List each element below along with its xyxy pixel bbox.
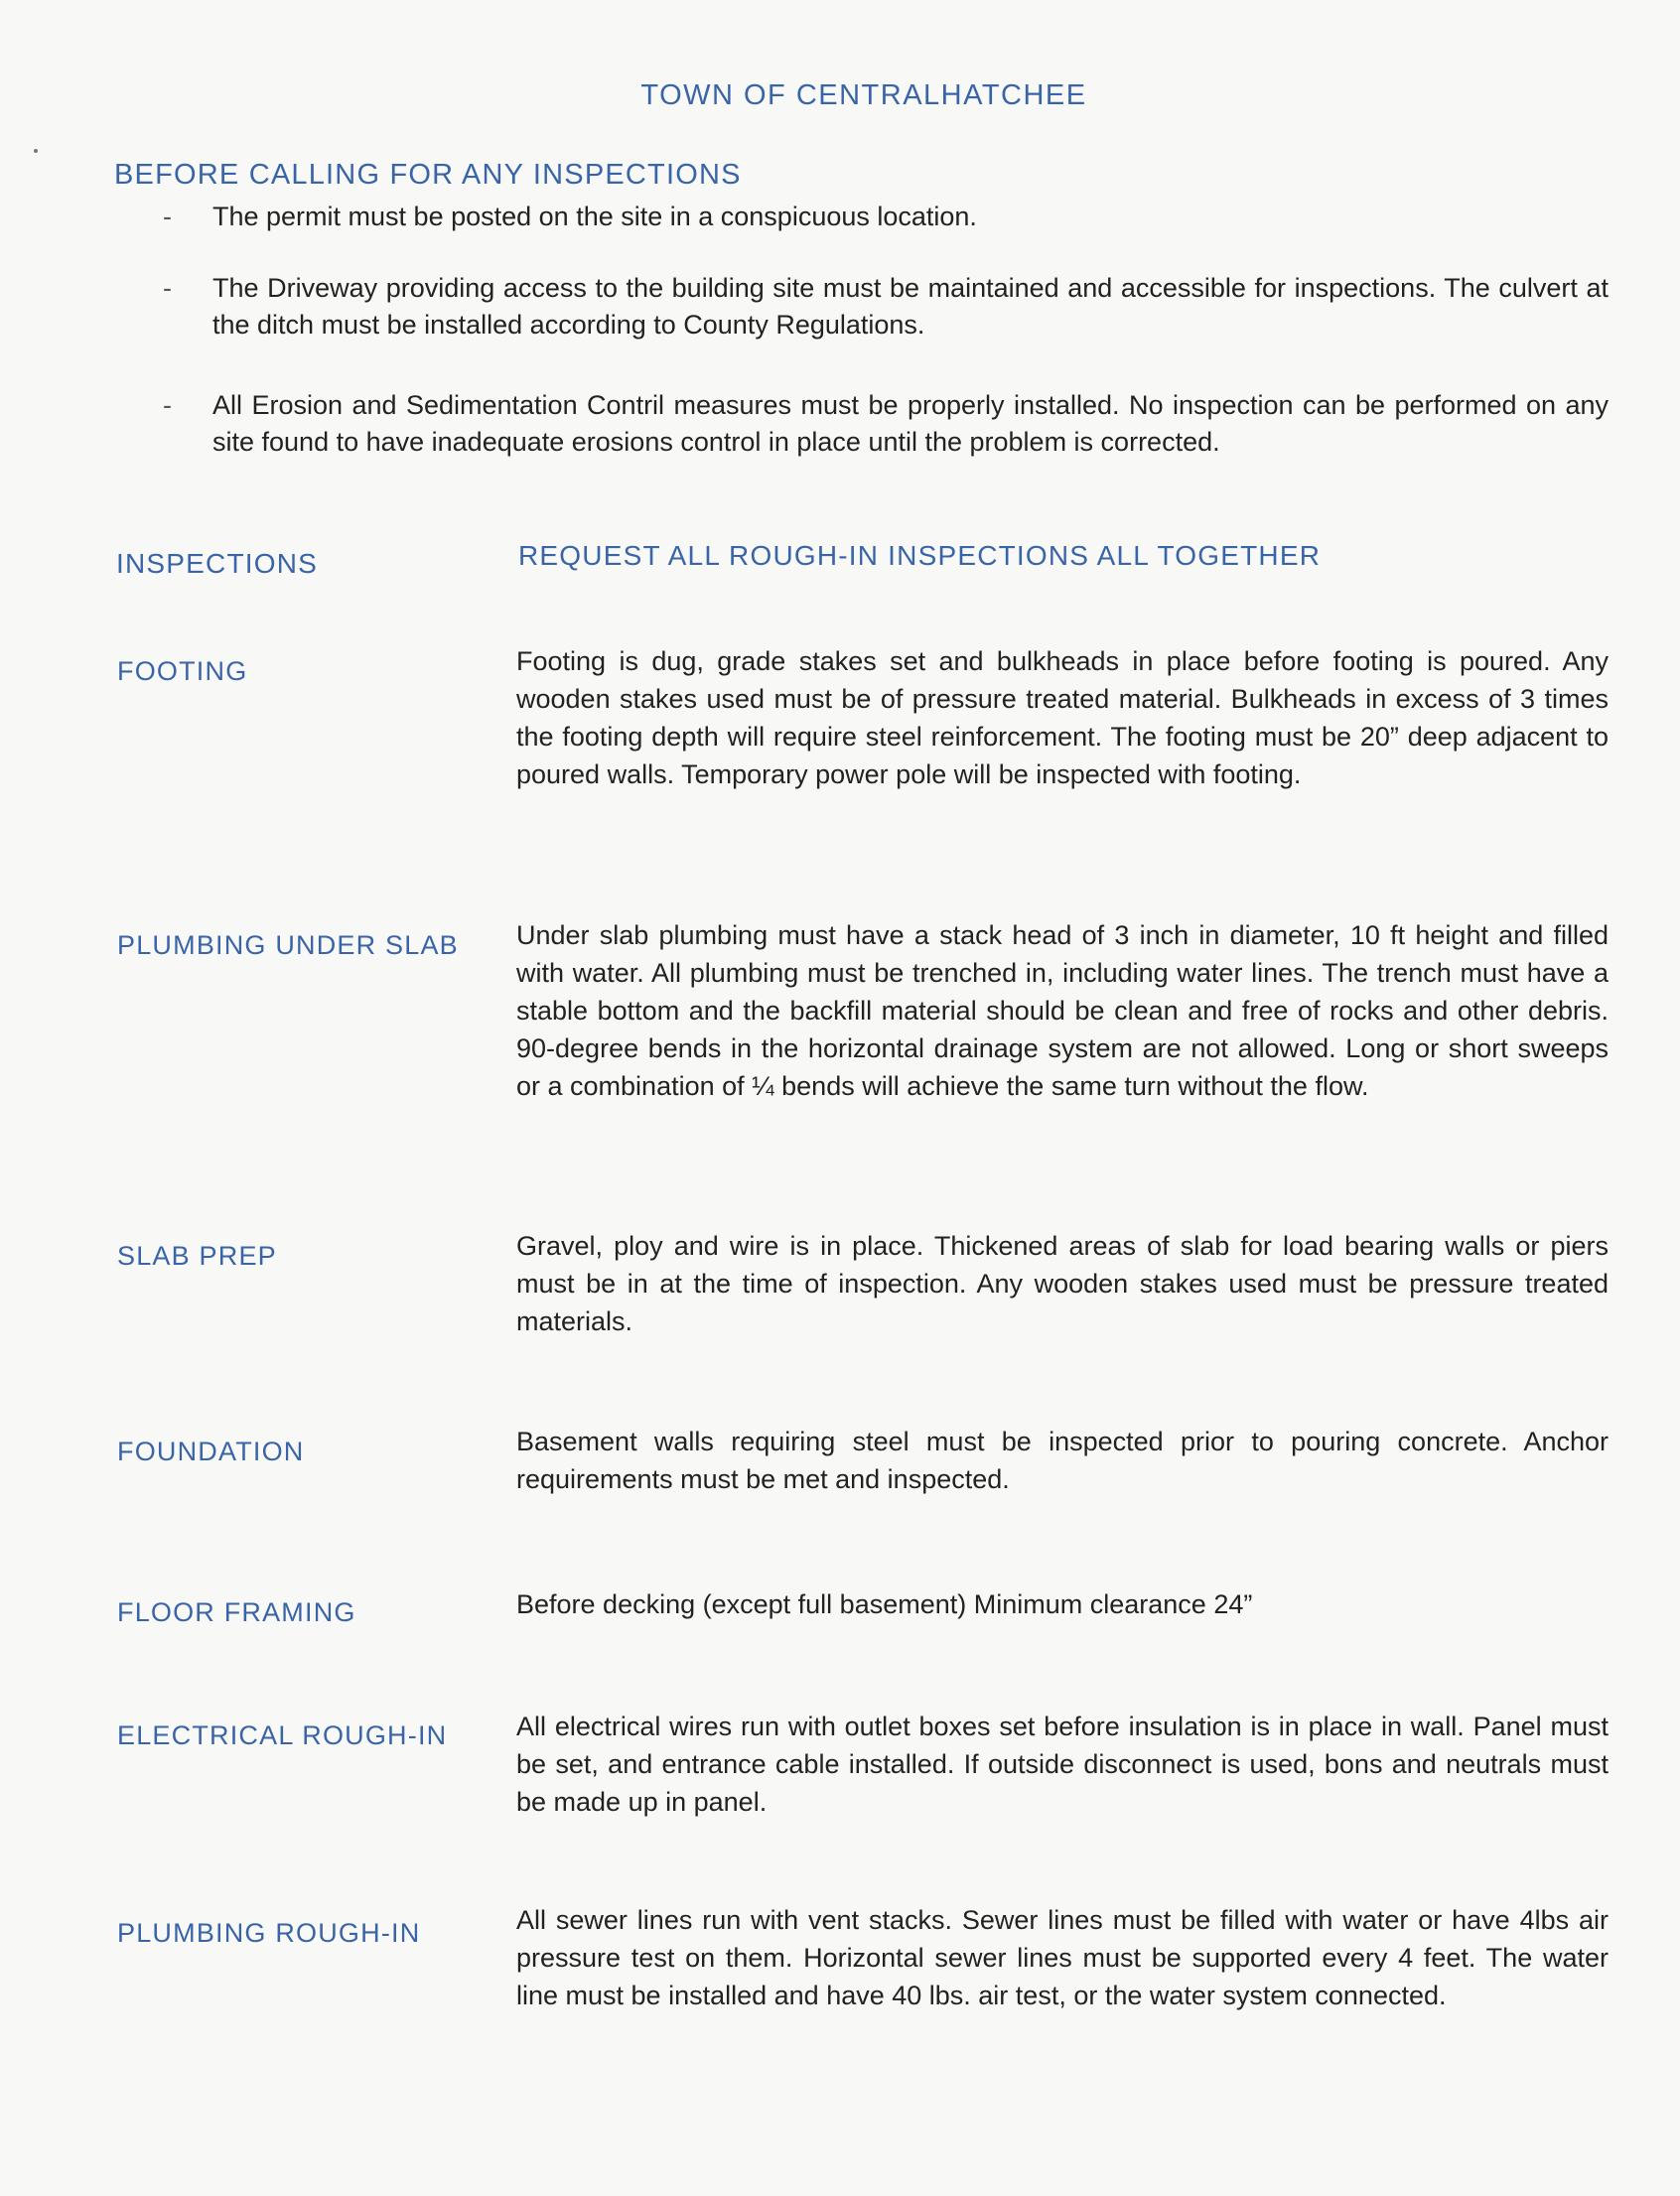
inspection-label-plumbing-rough-in: PLUMBING ROUGH-IN <box>117 1918 421 1948</box>
inspection-text-electrical-rough-in: All electrical wires run with outlet boxes set before insulation is in place in wall. Panel must be set, and entrance cable installed. If outside disconnect is used, bons and neutrals must be made up in panel. <box>516 1712 1609 1817</box>
inspection-label-floor-framing: FLOOR FRAMING <box>117 1597 356 1627</box>
inspection-text-slab-prep: Gravel, ploy and wire is in place. Thickened areas of slab for load bearing walls or piers must be in at the time of inspection. Any wooden stakes used must be pressure treated materials. <box>516 1231 1609 1336</box>
inspection-label-foundation: FOUNDATION <box>117 1437 305 1466</box>
request-heading: REQUEST ALL ROUGH-IN INSPECTIONS ALL TOGETHER <box>518 540 1322 571</box>
inspection-label-plumbing-under-slab: PLUMBING UNDER SLAB <box>117 930 459 960</box>
bullet-marker: - <box>163 202 172 231</box>
bullet-marker: - <box>163 390 172 420</box>
inspection-label-slab-prep: SLAB PREP <box>117 1241 277 1271</box>
inspection-text-foundation: Basement walls requiring steel must be inspected prior to pouring concrete. Anchor requirements must be met and inspected. <box>516 1427 1609 1494</box>
bullet-marker: - <box>163 273 172 303</box>
bullet-text: The permit must be posted on the site in a conspicuous location. <box>212 202 977 231</box>
inspection-label-footing: FOOTING <box>117 656 248 686</box>
inspections-heading: INSPECTIONS <box>116 548 319 579</box>
document-title: TOWN OF CENTRALHATCHEE <box>640 79 1087 111</box>
inspection-text-plumbing-rough-in: All sewer lines run with vent stacks. Sewer lines must be filled with water or have 4lbs air pressure test on them. Horizontal sewer lines must be supported every 4 feet. The water line must be installed and have 40 lbs. air test, or the water system connected. <box>516 1905 1609 2010</box>
inspection-text-footing: Footing is dug, grade stakes set and bulkheads in place before footing is poured. Any wooden stakes used must be of pressure treated material. Bulkheads in excess of 3 times the footing depth will require steel reinforcement. The footing must be 20” deep adjacent to poured walls. Temporary power pole will be inspected with footing. <box>516 646 1609 789</box>
inspection-text-floor-framing: Before decking (except full basement) Minimum clearance 24” <box>516 1589 1253 1619</box>
bullet-text: All Erosion and Sedimentation Contril measures must be properly installed. No inspection can be performed on any site found to have inadequate erosions control in place until the problem is corrected. <box>212 390 1609 457</box>
scan-speck <box>34 149 38 153</box>
before-calling-heading: BEFORE CALLING FOR ANY INSPECTIONS <box>114 159 742 191</box>
inspection-label-electrical-rough-in: ELECTRICAL ROUGH-IN <box>117 1720 448 1750</box>
bullet-text: The Driveway providing access to the building site must be maintained and accessible for inspections. The culvert at the ditch must be installed according to County Regulations. <box>212 273 1609 340</box>
inspection-text-plumbing-under-slab: Under slab plumbing must have a stack head of 3 inch in diameter, 10 ft height and filled with water. All plumbing must be trenched in, including water lines. The trench must have a stable bottom and the backfill material should be clean and free of rocks and other debris. 90-degree bends in the horizontal drainage system are not allowed. Long or short sweeps or a combination of ¼ bends will achieve the same turn without the flow. <box>516 920 1609 1101</box>
